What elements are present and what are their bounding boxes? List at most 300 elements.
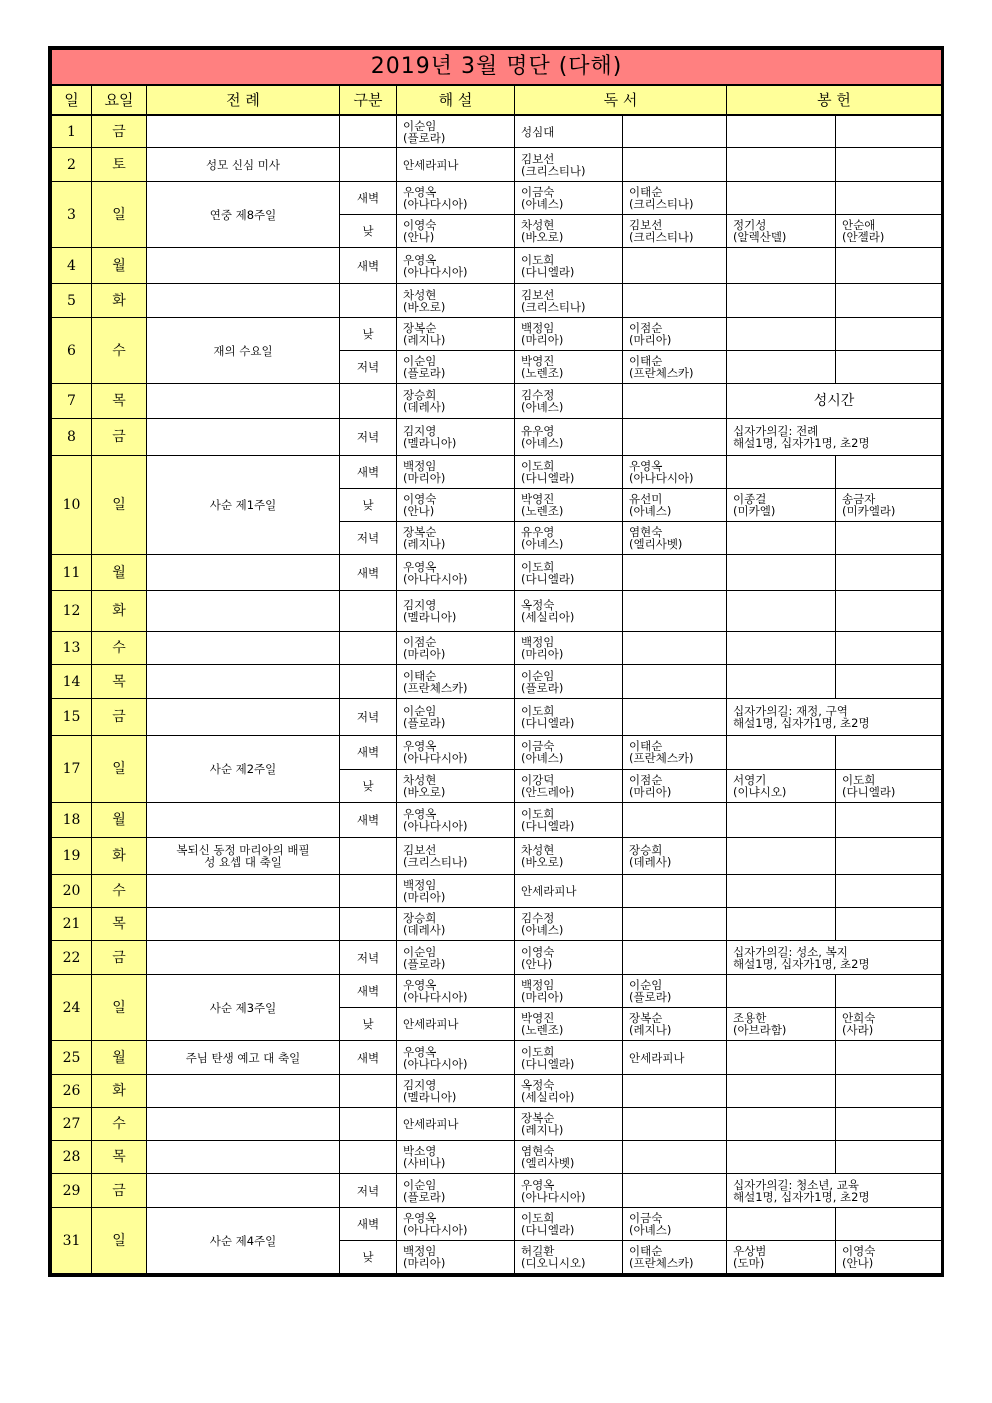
- category-label: 낮: [340, 489, 397, 522]
- reader-2: 유선미 (아녜스): [623, 489, 727, 522]
- offerer-2: [836, 182, 942, 215]
- category-label: [340, 115, 397, 148]
- day-number: 27: [52, 1108, 92, 1141]
- liturgy-name: [147, 419, 340, 456]
- commentator: 차성현 (바오로): [397, 284, 515, 318]
- commentator: 백정임 (마리아): [397, 875, 515, 908]
- offerer-1: [727, 803, 836, 838]
- day-number: 25: [52, 1041, 92, 1075]
- day-number: 20: [52, 875, 92, 908]
- liturgy-name: [147, 248, 340, 284]
- reader-2: [623, 115, 727, 148]
- weekday: 일: [92, 736, 147, 803]
- offerer-1: [727, 351, 836, 384]
- category-label: [340, 1141, 397, 1174]
- commentator: 장복순 (레지나): [397, 522, 515, 555]
- table-row: [52, 632, 942, 665]
- table-row: [52, 182, 942, 215]
- header-reading: 독 서: [515, 85, 727, 115]
- commentator: 이순임 (플로라): [397, 699, 515, 736]
- offerer-1: [727, 975, 836, 1008]
- day-number: 5: [52, 284, 92, 318]
- weekday: 수: [92, 318, 147, 384]
- category-label: 새벽: [340, 456, 397, 489]
- header-day: 일: [52, 85, 92, 115]
- reader-2: [623, 632, 727, 665]
- offerer-1: [727, 1141, 836, 1174]
- day-number: 26: [52, 1075, 92, 1108]
- reader-1: 옥정숙 (세실리아): [515, 591, 623, 632]
- commentator: 이순임 (플로라): [397, 941, 515, 975]
- day-number: 14: [52, 665, 92, 699]
- offerer-2: [836, 908, 942, 941]
- commentator: 장복순 (레지나): [397, 318, 515, 351]
- category-label: [340, 838, 397, 875]
- liturgy-name: 주님 탄생 예고 대 축일: [147, 1041, 340, 1075]
- reader-2: 이태순 (프란체스카): [623, 351, 727, 384]
- weekday: 목: [92, 908, 147, 941]
- table-row: [52, 975, 942, 1008]
- day-number: 3: [52, 182, 92, 248]
- offerer-2: [836, 248, 942, 284]
- reader-1: 백정임 (마리아): [515, 318, 623, 351]
- offerer-2: [836, 148, 942, 182]
- offerer-1: [727, 182, 836, 215]
- weekday: 금: [92, 941, 147, 975]
- offerer-2: [836, 875, 942, 908]
- offerer-2: [836, 1041, 942, 1075]
- reader-1: 박영진 (노렌조): [515, 351, 623, 384]
- offerer-2: 이영숙 (안나): [836, 1241, 942, 1274]
- commentator: 이영숙 (안나): [397, 215, 515, 248]
- weekday: 화: [92, 591, 147, 632]
- category-label: [340, 284, 397, 318]
- day-number: 15: [52, 699, 92, 736]
- liturgy-name: [147, 555, 340, 591]
- weekday: 금: [92, 699, 147, 736]
- reader-1: 이금숙 (아녜스): [515, 736, 623, 770]
- table-row: [52, 699, 942, 736]
- liturgy-name: [147, 632, 340, 665]
- commentator: 김지영 (멜라니아): [397, 419, 515, 456]
- liturgy-name: [147, 803, 340, 838]
- table-row: [52, 1075, 942, 1108]
- page-title: 2019년 3월 명단 (다해): [52, 50, 942, 86]
- category-label: 새벽: [340, 555, 397, 591]
- table-row: [52, 1174, 942, 1208]
- reader-1: 이도희 (다니엘라): [515, 803, 623, 838]
- reader-1: 이순임 (플로라): [515, 665, 623, 699]
- table-row: [52, 941, 942, 975]
- weekday: 일: [92, 975, 147, 1041]
- day-number: 22: [52, 941, 92, 975]
- offerer-1: [727, 318, 836, 351]
- day-number: 2: [52, 148, 92, 182]
- header-liturgy: 전 례: [147, 85, 340, 115]
- weekday: 화: [92, 838, 147, 875]
- reader-2: [623, 1108, 727, 1141]
- liturgy-name: 성모 신심 미사: [147, 148, 340, 182]
- offerer-2: [836, 1075, 942, 1108]
- offerer-1: 조용한 (아브라함): [727, 1008, 836, 1041]
- category-label: 새벽: [340, 803, 397, 838]
- schedule-table: [51, 49, 942, 1274]
- commentator: 차성현 (바오로): [397, 769, 515, 803]
- reader-2: [623, 941, 727, 975]
- reader-2: [623, 908, 727, 941]
- reader-2: [623, 419, 727, 456]
- reader-2: [623, 699, 727, 736]
- category-label: 저녁: [340, 522, 397, 555]
- offering-note: 성시간: [727, 384, 942, 419]
- weekday: 화: [92, 284, 147, 318]
- reader-2: [623, 1075, 727, 1108]
- liturgy-name: [147, 908, 340, 941]
- weekday: 금: [92, 419, 147, 456]
- offerer-2: [836, 838, 942, 875]
- offerer-1: [727, 908, 836, 941]
- category-label: [340, 908, 397, 941]
- offerer-2: [836, 115, 942, 148]
- day-number: 29: [52, 1174, 92, 1208]
- reader-2: [623, 591, 727, 632]
- weekday: 월: [92, 555, 147, 591]
- reader-1: 장복순 (레지나): [515, 1108, 623, 1141]
- table-row: [52, 555, 942, 591]
- reader-2: 이금숙 (아녜스): [623, 1208, 727, 1241]
- weekday: 월: [92, 248, 147, 284]
- commentator: 김지영 (멜라니아): [397, 1075, 515, 1108]
- day-number: 17: [52, 736, 92, 803]
- category-label: [340, 665, 397, 699]
- day-number: 28: [52, 1141, 92, 1174]
- reader-1: 염현숙 (엘리사벳): [515, 1141, 623, 1174]
- category-label: [340, 1108, 397, 1141]
- commentator: 이태순 (프란체스카): [397, 665, 515, 699]
- category-label: 낮: [340, 769, 397, 803]
- offerer-1: 이종걸 (미카엘): [727, 489, 836, 522]
- offerer-1: [727, 875, 836, 908]
- reader-1: 이금숙 (아녜스): [515, 182, 623, 215]
- offerer-2: [836, 975, 942, 1008]
- header-offering: 봉 헌: [727, 85, 942, 115]
- reader-2: 이태순 (프란체스카): [623, 1241, 727, 1274]
- reader-1: 김보선 (크리스티나): [515, 148, 623, 182]
- commentator: 이영숙 (안나): [397, 489, 515, 522]
- liturgy-name: [147, 1174, 340, 1208]
- offerer-1: [727, 1208, 836, 1241]
- day-number: 6: [52, 318, 92, 384]
- reader-2: [623, 665, 727, 699]
- offerer-1: [727, 736, 836, 770]
- commentator: 백정임 (마리아): [397, 456, 515, 489]
- liturgy-name: [147, 591, 340, 632]
- weekday: 월: [92, 803, 147, 838]
- reader-1: 차성현 (바오로): [515, 838, 623, 875]
- reader-2: 김보선 (크리스티나): [623, 215, 727, 248]
- offerer-1: [727, 632, 836, 665]
- table-row: [52, 1208, 942, 1241]
- reader-1: 백정임 (마리아): [515, 975, 623, 1008]
- table-row: [52, 1141, 942, 1174]
- offerer-1: [727, 248, 836, 284]
- reader-1: 이강덕 (안드레아): [515, 769, 623, 803]
- commentator: 우영옥 (아나다시아): [397, 803, 515, 838]
- offerer-2: [836, 522, 942, 555]
- reader-2: 장복순 (레지나): [623, 1008, 727, 1041]
- commentator: 이순임 (플로라): [397, 115, 515, 148]
- offerer-2: [836, 318, 942, 351]
- commentator: 우영옥 (아나다시아): [397, 1041, 515, 1075]
- offerer-2: [836, 591, 942, 632]
- liturgy-name: [147, 875, 340, 908]
- table-row: [52, 875, 942, 908]
- category-label: 새벽: [340, 1041, 397, 1075]
- category-label: 저녁: [340, 941, 397, 975]
- commentator: 안세라피나: [397, 1008, 515, 1041]
- category-label: [340, 875, 397, 908]
- day-number: 8: [52, 419, 92, 456]
- offerer-2: 안순애 (안젤라): [836, 215, 942, 248]
- reader-1: 이도희 (다니엘라): [515, 456, 623, 489]
- offerer-2: [836, 1141, 942, 1174]
- offerer-2: [836, 555, 942, 591]
- commentator: 이점순 (마리아): [397, 632, 515, 665]
- table-row: [52, 419, 942, 456]
- reader-2: [623, 284, 727, 318]
- offerer-2: [836, 665, 942, 699]
- reader-1: 이영숙 (안나): [515, 941, 623, 975]
- offerer-2: [836, 284, 942, 318]
- commentator: 장승희 (데레사): [397, 384, 515, 419]
- header-weekday: 요일: [92, 85, 147, 115]
- reader-2: [623, 555, 727, 591]
- offerer-1: [727, 115, 836, 148]
- commentator: 김지영 (멜라니아): [397, 591, 515, 632]
- table-row: [52, 736, 942, 770]
- weekday: 일: [92, 1208, 147, 1274]
- reader-2: [623, 148, 727, 182]
- reader-1: 이도희 (다니엘라): [515, 1041, 623, 1075]
- table-row: [52, 908, 942, 941]
- liturgy-name: [147, 1075, 340, 1108]
- reader-1: 이도희 (다니엘라): [515, 699, 623, 736]
- reader-2: [623, 1174, 727, 1208]
- day-number: 19: [52, 838, 92, 875]
- liturgy-name: [147, 699, 340, 736]
- offerer-2: 안희숙 (사라): [836, 1008, 942, 1041]
- weekday: 화: [92, 1075, 147, 1108]
- liturgy-name: [147, 384, 340, 419]
- offerer-1: [727, 665, 836, 699]
- liturgy-name: [147, 665, 340, 699]
- day-number: 10: [52, 456, 92, 555]
- offerer-2: 이도희 (다니엘라): [836, 769, 942, 803]
- reader-2: [623, 875, 727, 908]
- offerer-1: [727, 1108, 836, 1141]
- category-label: [340, 384, 397, 419]
- offering-note: 십자가의길: 재정, 구역 해설1명, 십자가1명, 초2명: [727, 699, 942, 736]
- offerer-1: [727, 284, 836, 318]
- reader-2: 장승희 (데레사): [623, 838, 727, 875]
- header-category: 구분: [340, 85, 397, 115]
- offerer-1: [727, 838, 836, 875]
- commentator: 우영옥 (아나다시아): [397, 182, 515, 215]
- reader-1: 김수정 (아녜스): [515, 384, 623, 419]
- commentator: 김보선 (크리스티나): [397, 838, 515, 875]
- offerer-2: [836, 351, 942, 384]
- table-row: [52, 1041, 942, 1075]
- reader-2: 이태순 (크리스티나): [623, 182, 727, 215]
- offerer-2: [836, 456, 942, 489]
- reader-1: 이도희 (다니엘라): [515, 555, 623, 591]
- reader-1: 이도희 (다니엘라): [515, 248, 623, 284]
- weekday: 수: [92, 875, 147, 908]
- category-label: 저녁: [340, 351, 397, 384]
- reader-2: 우영옥 (아나다시아): [623, 456, 727, 489]
- reader-2: 이순임 (플로라): [623, 975, 727, 1008]
- category-label: [340, 632, 397, 665]
- liturgy-name: [147, 1108, 340, 1141]
- offerer-2: 송금자 (미카엘라): [836, 489, 942, 522]
- reader-2: [623, 803, 727, 838]
- commentator: 우영옥 (아나다시아): [397, 1208, 515, 1241]
- commentator: 이순임 (플로라): [397, 351, 515, 384]
- weekday: 수: [92, 632, 147, 665]
- commentator: 장승희 (데레사): [397, 908, 515, 941]
- category-label: 새벽: [340, 1208, 397, 1241]
- reader-1: 허길환 (디오니시오): [515, 1241, 623, 1274]
- reader-2: [623, 1141, 727, 1174]
- category-label: 낮: [340, 1008, 397, 1041]
- table-row: [52, 591, 942, 632]
- offerer-2: [836, 736, 942, 770]
- reader-1: 김수정 (아녜스): [515, 908, 623, 941]
- day-number: 4: [52, 248, 92, 284]
- reader-2: [623, 248, 727, 284]
- category-label: 낮: [340, 1241, 397, 1274]
- offerer-2: [836, 1208, 942, 1241]
- category-label: 낮: [340, 318, 397, 351]
- schedule-sheet: [48, 46, 944, 1277]
- reader-2: 염현숙 (엘리사벳): [623, 522, 727, 555]
- weekday: 수: [92, 1108, 147, 1141]
- category-label: 낮: [340, 215, 397, 248]
- reader-2: 이점순 (마리아): [623, 769, 727, 803]
- offerer-1: 우상범 (도마): [727, 1241, 836, 1274]
- offerer-2: [836, 632, 942, 665]
- offering-note: 십자가의길: 성소, 복지 해설1명, 십자가1명, 초2명: [727, 941, 942, 975]
- day-number: 18: [52, 803, 92, 838]
- commentator: 우영옥 (아나다시아): [397, 736, 515, 770]
- offerer-1: [727, 555, 836, 591]
- table-row: [52, 838, 942, 875]
- table-row: [52, 456, 942, 489]
- table-row: [52, 665, 942, 699]
- weekday: 금: [92, 1174, 147, 1208]
- category-label: [340, 148, 397, 182]
- day-number: 24: [52, 975, 92, 1041]
- reader-1: 차성현 (바오로): [515, 215, 623, 248]
- offerer-1: [727, 148, 836, 182]
- commentator: 안세라피나: [397, 148, 515, 182]
- day-number: 1: [52, 115, 92, 148]
- reader-1: 이도희 (다니엘라): [515, 1208, 623, 1241]
- offerer-1: [727, 1041, 836, 1075]
- category-label: 새벽: [340, 182, 397, 215]
- liturgy-name: 사순 제4주일: [147, 1208, 340, 1274]
- reader-2: 안세라피나: [623, 1041, 727, 1075]
- reader-1: 안세라피나: [515, 875, 623, 908]
- liturgy-name: 사순 제2주일: [147, 736, 340, 803]
- day-number: 31: [52, 1208, 92, 1274]
- reader-1: 성심대: [515, 115, 623, 148]
- reader-2: [623, 384, 727, 419]
- category-label: 저녁: [340, 699, 397, 736]
- day-number: 13: [52, 632, 92, 665]
- table-row: [52, 284, 942, 318]
- category-label: 저녁: [340, 1174, 397, 1208]
- commentator: 박소영 (사비나): [397, 1141, 515, 1174]
- weekday: 목: [92, 665, 147, 699]
- category-label: 새벽: [340, 736, 397, 770]
- commentator: 안세라피나: [397, 1108, 515, 1141]
- category-label: 저녁: [340, 419, 397, 456]
- weekday: 토: [92, 148, 147, 182]
- weekday: 일: [92, 182, 147, 248]
- commentator: 우영옥 (아나다시아): [397, 248, 515, 284]
- reader-1: 박영진 (노렌조): [515, 1008, 623, 1041]
- header-row: [52, 85, 942, 115]
- table-row: [52, 384, 942, 419]
- reader-1: 박영진 (노렌조): [515, 489, 623, 522]
- weekday: 일: [92, 456, 147, 555]
- reader-1: 김보선 (크리스티나): [515, 284, 623, 318]
- offerer-1: [727, 591, 836, 632]
- liturgy-name: 사순 제3주일: [147, 975, 340, 1041]
- table-row: [52, 318, 942, 351]
- liturgy-name: [147, 1141, 340, 1174]
- weekday: 금: [92, 115, 147, 148]
- day-number: 7: [52, 384, 92, 419]
- reader-1: 유우영 (아녜스): [515, 419, 623, 456]
- offerer-1: 정기성 (알렉산델): [727, 215, 836, 248]
- offerer-2: [836, 803, 942, 838]
- category-label: [340, 1075, 397, 1108]
- commentator: 백정임 (마리아): [397, 1241, 515, 1274]
- day-number: 21: [52, 908, 92, 941]
- liturgy-name: [147, 115, 340, 148]
- liturgy-name: 연중 제8주일: [147, 182, 340, 248]
- category-label: 새벽: [340, 975, 397, 1008]
- table-row: [52, 803, 942, 838]
- table-row: [52, 1108, 942, 1141]
- reader-1: 옥정숙 (세실리아): [515, 1075, 623, 1108]
- offerer-1: [727, 456, 836, 489]
- reader-2: 이태순 (프란체스카): [623, 736, 727, 770]
- offering-note: 십자가의길: 전례 해설1명, 십자가1명, 초2명: [727, 419, 942, 456]
- offerer-1: 서영기 (이냐시오): [727, 769, 836, 803]
- commentator: 우영옥 (아나다시아): [397, 975, 515, 1008]
- weekday: 목: [92, 1141, 147, 1174]
- offerer-1: [727, 522, 836, 555]
- commentator: 우영옥 (아나다시아): [397, 555, 515, 591]
- liturgy-name: [147, 284, 340, 318]
- weekday: 목: [92, 384, 147, 419]
- category-label: [340, 591, 397, 632]
- day-number: 11: [52, 555, 92, 591]
- commentator: 이순임 (플로라): [397, 1174, 515, 1208]
